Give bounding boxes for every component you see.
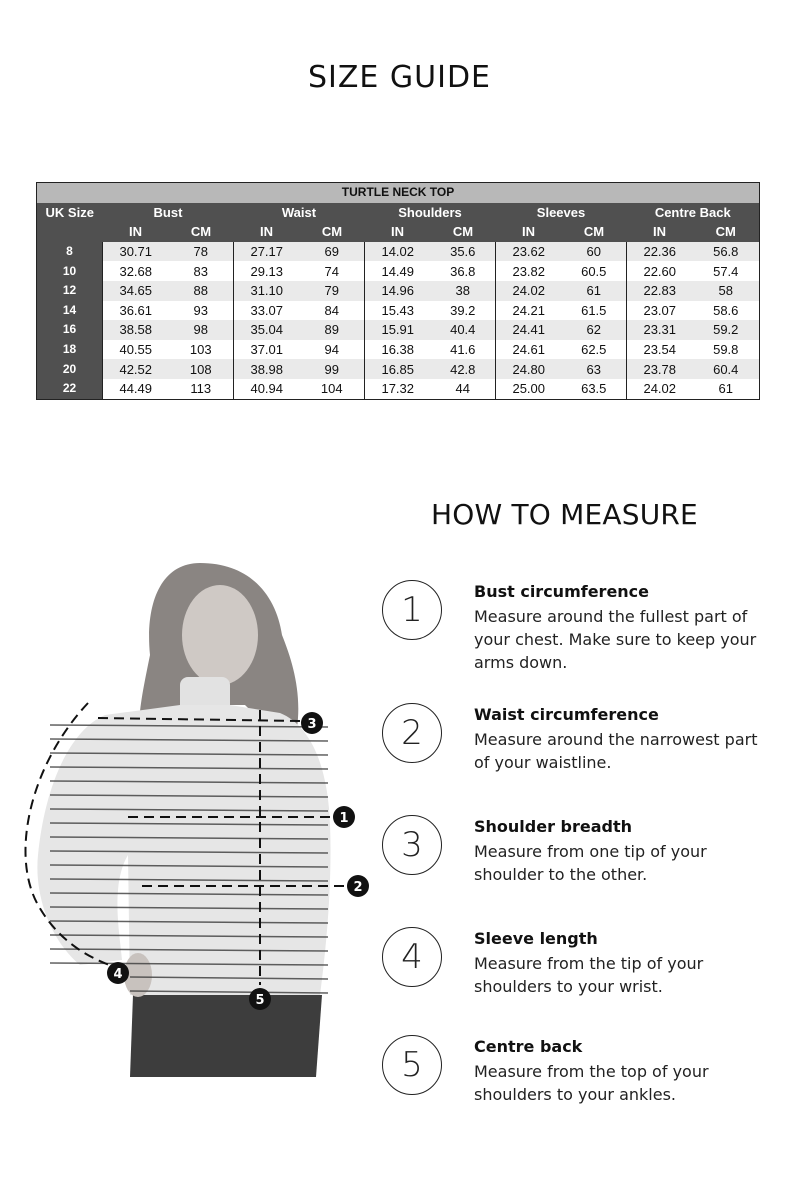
group-header-shoulders: Shoulders — [365, 203, 496, 223]
value-cell: 104 — [300, 379, 365, 399]
unit-header: IN — [365, 222, 431, 242]
value-cell: 36.61 — [103, 301, 169, 321]
value-cell: 44.49 — [103, 379, 169, 399]
value-cell: 32.68 — [103, 261, 169, 281]
value-cell: 40.55 — [103, 340, 169, 360]
size-cell: 12 — [37, 281, 103, 301]
step-description: Measure around the narrowest part of your waistline. — [474, 730, 758, 772]
value-cell: 78 — [169, 242, 234, 262]
model-illustration — [10, 555, 380, 1095]
step-description: Measure from one tip of your shoulder to the other. — [474, 842, 707, 884]
value-cell: 24.80 — [496, 359, 562, 379]
figure-marker-2 — [347, 875, 369, 897]
value-cell: 89 — [300, 320, 365, 340]
unit-header: IN — [103, 222, 169, 242]
value-cell: 63 — [562, 359, 627, 379]
value-cell: 56.8 — [693, 242, 760, 262]
value-cell: 113 — [169, 379, 234, 399]
value-cell: 23.62 — [496, 242, 562, 262]
step-number-circle: 5 — [382, 1035, 442, 1095]
value-cell: 62 — [562, 320, 627, 340]
value-cell: 23.54 — [627, 340, 693, 360]
value-cell: 38.58 — [103, 320, 169, 340]
value-cell: 44 — [431, 379, 496, 399]
value-cell: 40.94 — [234, 379, 300, 399]
group-header-bust: Bust — [103, 203, 234, 223]
measurement-figure — [10, 555, 380, 1095]
group-header-waist: Waist — [234, 203, 365, 223]
value-cell: 35.6 — [431, 242, 496, 262]
step-title: Bust circumference — [474, 582, 650, 601]
marker-label: 5 — [255, 993, 265, 1008]
value-cell: 23.31 — [627, 320, 693, 340]
size-cell: 16 — [37, 320, 103, 340]
value-cell: 94 — [300, 340, 365, 360]
table-row — [37, 281, 760, 301]
value-cell: 39.2 — [431, 301, 496, 321]
value-cell: 23.82 — [496, 261, 562, 281]
trousers-shape — [130, 995, 322, 1077]
value-cell: 24.02 — [496, 281, 562, 301]
value-cell: 27.17 — [234, 242, 300, 262]
value-cell: 14.02 — [365, 242, 431, 262]
value-cell: 36.8 — [431, 261, 496, 281]
value-cell: 25.00 — [496, 379, 562, 399]
size-cell: 14 — [37, 301, 103, 321]
step-description: Measure from the top of your shoulders to your ankles. — [474, 1062, 709, 1104]
size-cell: 10 — [37, 261, 103, 281]
value-cell: 30.71 — [103, 242, 169, 262]
value-cell: 63.5 — [562, 379, 627, 399]
value-cell: 23.07 — [627, 301, 693, 321]
value-cell: 33.07 — [234, 301, 300, 321]
unit-header: IN — [496, 222, 562, 242]
value-cell: 58 — [693, 281, 760, 301]
table-row — [37, 301, 760, 321]
uk-size-header: UK Size — [37, 203, 103, 223]
value-cell: 24.61 — [496, 340, 562, 360]
value-cell: 62.5 — [562, 340, 627, 360]
size-table — [36, 182, 760, 400]
step-number-circle: 1 — [382, 580, 442, 640]
value-cell: 15.43 — [365, 301, 431, 321]
value-cell: 24.41 — [496, 320, 562, 340]
value-cell: 61 — [693, 379, 760, 399]
value-cell: 83 — [169, 261, 234, 281]
unit-header: CM — [431, 222, 496, 242]
value-cell: 74 — [300, 261, 365, 281]
group-header-centre-back: Centre Back — [627, 203, 760, 223]
unit-header: CM — [562, 222, 627, 242]
unit-header: CM — [693, 222, 760, 242]
step-title: Waist circumference — [474, 705, 659, 724]
how-to-measure-title: HOW TO MEASURE — [431, 498, 698, 531]
value-cell: 24.21 — [496, 301, 562, 321]
figure-marker-1 — [333, 806, 355, 828]
marker-label: 1 — [339, 811, 349, 826]
value-cell: 59.8 — [693, 340, 760, 360]
value-cell: 22.60 — [627, 261, 693, 281]
unit-header: IN — [234, 222, 300, 242]
value-cell: 61.5 — [562, 301, 627, 321]
value-cell: 60.5 — [562, 261, 627, 281]
unit-header: CM — [169, 222, 234, 242]
value-cell: 84 — [300, 301, 365, 321]
value-cell: 35.04 — [234, 320, 300, 340]
value-cell: 14.96 — [365, 281, 431, 301]
step-number-circle: 2 — [382, 703, 442, 763]
table-caption: TURTLE NECK TOP — [37, 183, 760, 203]
value-cell: 42.52 — [103, 359, 169, 379]
size-cell: 22 — [37, 379, 103, 399]
group-header-row — [37, 203, 760, 223]
step-title: Sleeve length — [474, 929, 598, 948]
value-cell: 23.78 — [627, 359, 693, 379]
value-cell: 34.65 — [103, 281, 169, 301]
table-row — [37, 261, 760, 281]
table-row — [37, 242, 760, 262]
value-cell: 16.38 — [365, 340, 431, 360]
value-cell: 93 — [169, 301, 234, 321]
value-cell: 31.10 — [234, 281, 300, 301]
step-number-circle: 3 — [382, 815, 442, 875]
unit-header-row — [37, 222, 760, 242]
value-cell: 40.4 — [431, 320, 496, 340]
value-cell: 59.2 — [693, 320, 760, 340]
value-cell: 24.02 — [627, 379, 693, 399]
value-cell: 16.85 — [365, 359, 431, 379]
value-cell: 57.4 — [693, 261, 760, 281]
value-cell: 38 — [431, 281, 496, 301]
value-cell: 22.83 — [627, 281, 693, 301]
table-row — [37, 320, 760, 340]
step-number-circle: 4 — [382, 927, 442, 987]
value-cell: 58.6 — [693, 301, 760, 321]
table-row — [37, 340, 760, 360]
step-description: Measure around the fullest part of your chest. Make sure to keep your arms down. — [474, 607, 757, 672]
top-garment — [37, 705, 330, 995]
marker-label: 3 — [307, 717, 317, 732]
figure-marker-5 — [249, 988, 271, 1010]
value-cell: 14.49 — [365, 261, 431, 281]
value-cell: 29.13 — [234, 261, 300, 281]
value-cell: 79 — [300, 281, 365, 301]
value-cell: 103 — [169, 340, 234, 360]
size-cell: 18 — [37, 340, 103, 360]
value-cell: 99 — [300, 359, 365, 379]
unit-header: CM — [300, 222, 365, 242]
value-cell: 41.6 — [431, 340, 496, 360]
figure-marker-4 — [107, 962, 129, 984]
face-shape — [182, 585, 258, 685]
value-cell: 37.01 — [234, 340, 300, 360]
value-cell: 88 — [169, 281, 234, 301]
table-row — [37, 359, 760, 379]
size-cell: 20 — [37, 359, 103, 379]
page-title: SIZE GUIDE — [307, 60, 492, 95]
unit-header-blank — [37, 222, 103, 242]
marker-label: 2 — [353, 880, 363, 895]
value-cell: 98 — [169, 320, 234, 340]
value-cell: 108 — [169, 359, 234, 379]
value-cell: 38.98 — [234, 359, 300, 379]
value-cell: 60.4 — [693, 359, 760, 379]
value-cell: 61 — [562, 281, 627, 301]
step-title: Shoulder breadth — [474, 817, 633, 836]
value-cell: 17.32 — [365, 379, 431, 399]
size-cell: 8 — [37, 242, 103, 262]
unit-header: IN — [627, 222, 693, 242]
figure-marker-3 — [301, 712, 323, 734]
value-cell: 15.91 — [365, 320, 431, 340]
step-description: Measure from the tip of your shoulders to your wrist. — [474, 954, 704, 996]
value-cell: 22.36 — [627, 242, 693, 262]
marker-label: 4 — [113, 967, 123, 982]
step-title: Centre back — [474, 1037, 583, 1056]
table-row — [37, 379, 760, 399]
value-cell: 42.8 — [431, 359, 496, 379]
group-header-sleeves: Sleeves — [496, 203, 627, 223]
value-cell: 60 — [562, 242, 627, 262]
value-cell: 69 — [300, 242, 365, 262]
